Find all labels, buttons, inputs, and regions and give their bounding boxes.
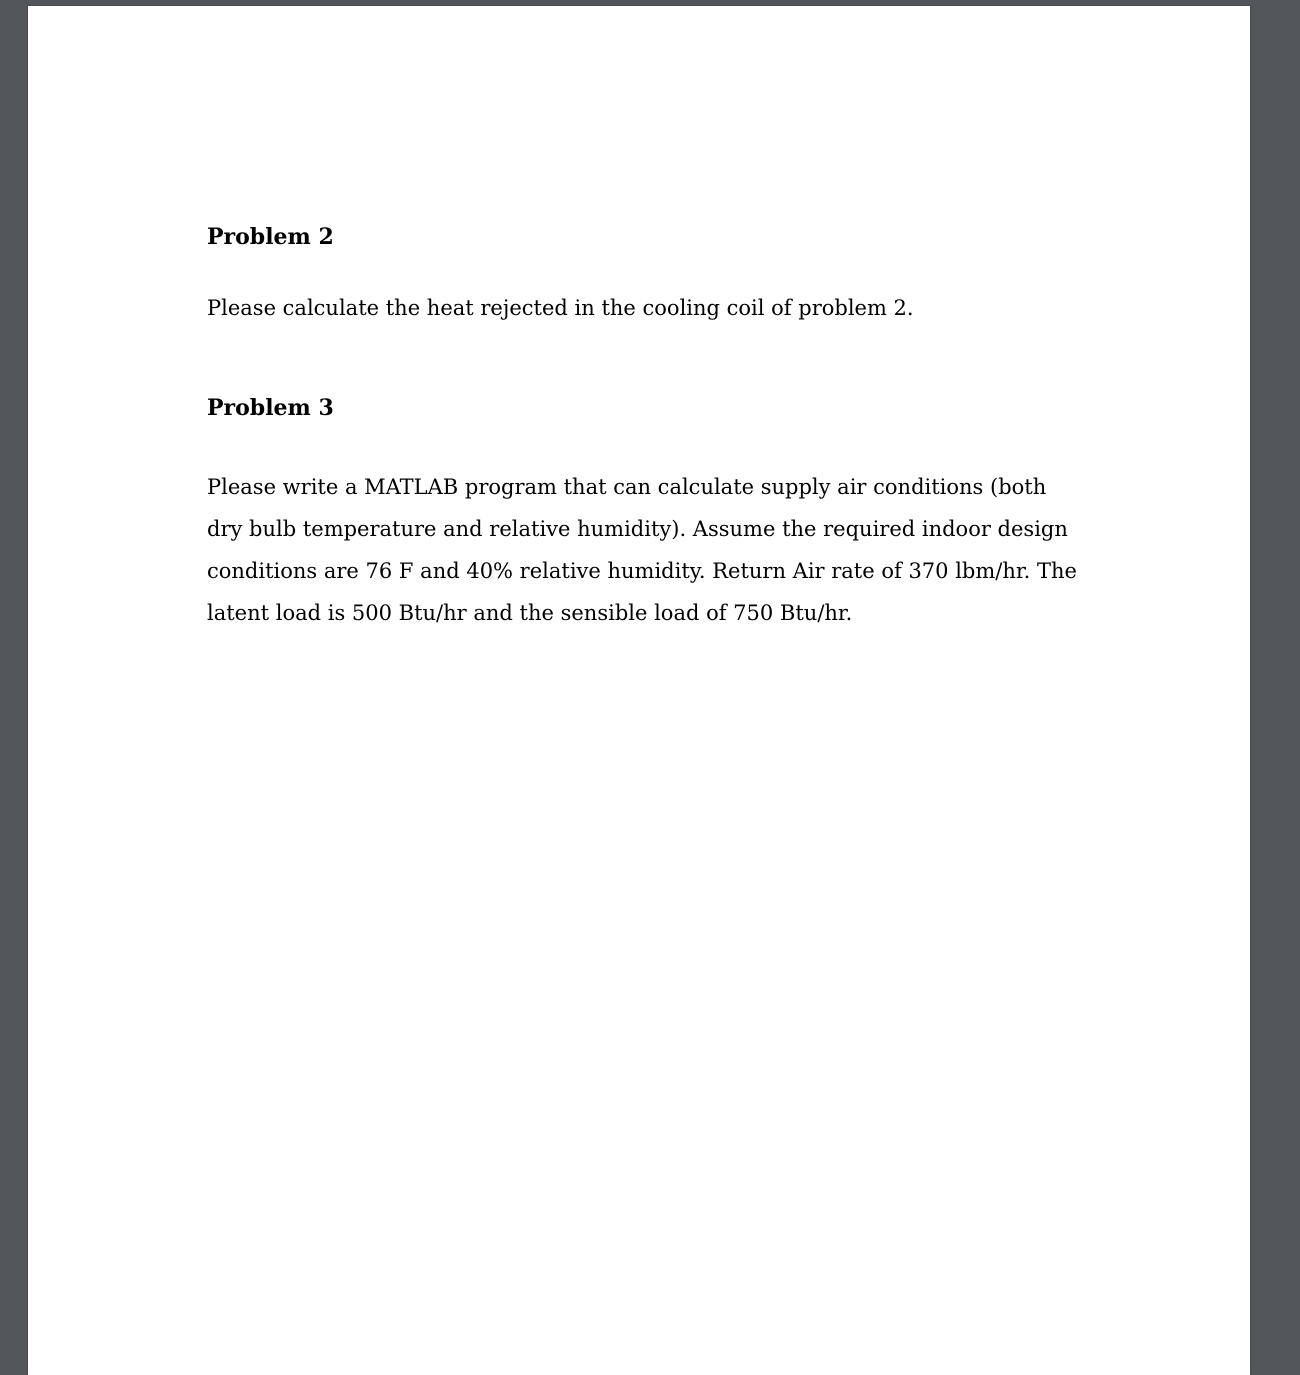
problem-2-text: Please calculate the heat rejected in the cooling coil of problem 2. (207, 296, 914, 320)
document-page (28, 6, 1250, 1375)
problem-3-line-4: latent load is 500 Btu/hr and the sensible load of 750 Btu/hr. (207, 601, 853, 625)
problem-3-heading: Problem 3 (207, 395, 334, 421)
problem-3-line-3: conditions are 76 F and 40% relative humidity. Return Air rate of 370 lbm/hr. The (207, 559, 1077, 583)
problem-3-line-1: Please write a MATLAB program that can calculate supply air conditions (both (207, 475, 1047, 499)
problem-2-heading: Problem 2 (207, 224, 334, 250)
problem-3-text (207, 466, 1077, 634)
problem-3-line-2: dry bulb temperature and relative humidity). Assume the required indoor design (207, 517, 1068, 541)
